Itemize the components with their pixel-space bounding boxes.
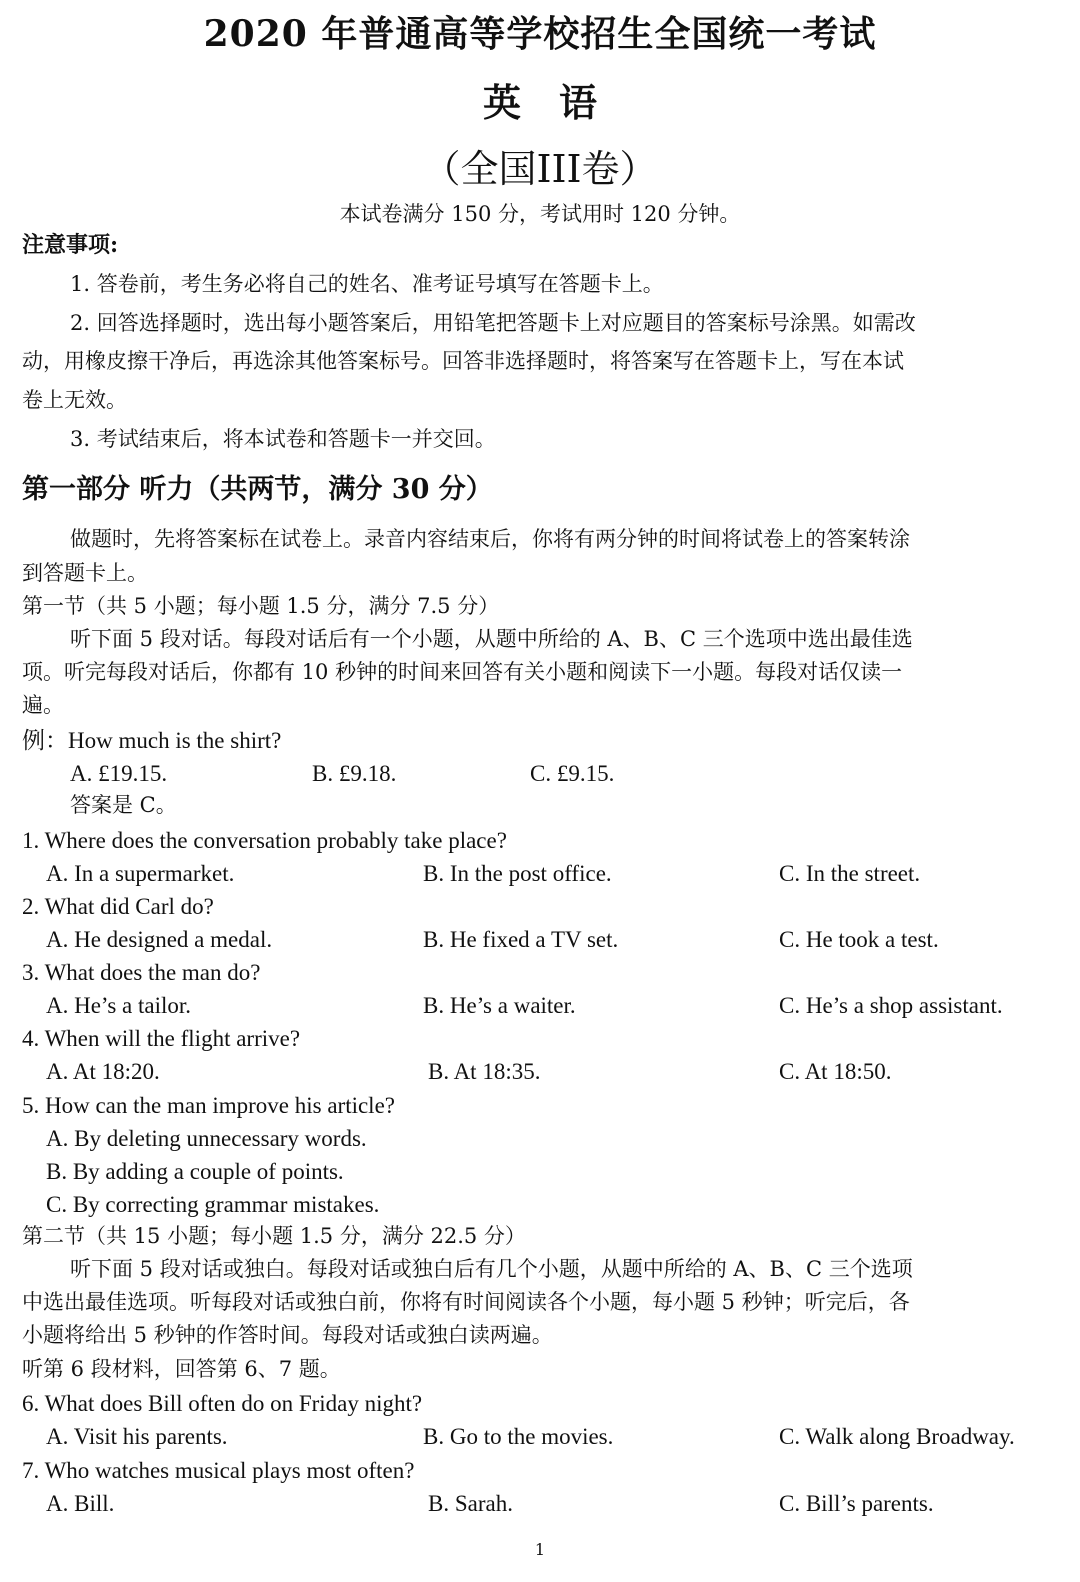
exam-title: 2020 年普通高等学校招生全国统一考试 (203, 13, 877, 55)
option-b: B. Go to the movies. (423, 1424, 614, 1449)
option-b: B. By adding a couple of points. (46, 1159, 344, 1184)
example-option-c: C. £9.15. (530, 761, 615, 786)
notice-line: 2. 回答选择题时，选出每小题答案后，用铅笔把答题卡上对应题目的答案标号涂黑。如需改 (70, 311, 916, 335)
option-b: B. In the post office. (423, 861, 612, 886)
example-answer: 答案是 C。 (70, 793, 177, 817)
volume-title: （全国III卷） (422, 147, 658, 191)
option-b: B. He’s a waiter. (423, 993, 576, 1018)
notice-heading: 注意事项: (22, 232, 119, 258)
notice-line: 动，用橡皮擦干净后，再选涂其他答案标号。回答非选择题时，将答案写在答题卡上，写在本试 (22, 349, 904, 373)
option-c: C. Bill’s parents. (779, 1491, 934, 1516)
option-a: A. In a supermarket. (46, 861, 235, 886)
option-b: B. He fixed a TV set. (423, 927, 619, 952)
example-option-b: B. £9.18. (312, 761, 397, 786)
option-a: A. By deleting unnecessary words. (46, 1126, 367, 1151)
question-text: 7. Who watches musical plays most often? (22, 1458, 415, 1483)
section2-instruction: 听下面 5 段对话或独白。每段对话或独白后有几个小题，从题中所给的 A、B、C 三个选项 (70, 1257, 913, 1281)
notice-line: 3. 考试结束后，将本试卷和答题卡一并交回。 (70, 427, 496, 451)
option-c: C. At 18:50. (779, 1059, 892, 1084)
example-question: 例：How much is the shirt? (22, 728, 282, 753)
section2-instruction: 中选出最佳选项。听每段对话或独白前，你将有时间阅读各个小题，每小题 5 秒钟；听完后，各 (22, 1290, 910, 1314)
notice-line: 1. 答卷前，考生务必将自己的姓名、准考证号填写在答题卡上。 (70, 272, 664, 296)
section1-instruction: 项。听完每段对话后，你都有 10 秒钟的时间来回答有关小题和阅读下一小题。每段对话仅读一 (22, 660, 903, 684)
option-c: C. Walk along Broadway. (779, 1424, 1015, 1449)
section1-instruction: 听下面 5 段对话。每段对话后有一个小题，从题中所给的 A、B、C 三个选项中选出最佳选 (70, 627, 913, 651)
notice-line: 卷上无效。 (22, 388, 127, 412)
option-a: A. He designed a medal. (46, 927, 273, 952)
option-a: A. At 18:20. (46, 1059, 160, 1084)
option-c: C. In the street. (779, 861, 921, 886)
page-number: 1 (534, 1540, 546, 1559)
part1-heading: 第一部分 听力（共两节，满分 30 分） (22, 474, 493, 505)
option-c: C. He’s a shop assistant. (779, 993, 1003, 1018)
score-time-line: 本试卷满分 150 分，考试用时 120 分钟。 (339, 202, 741, 226)
material-note: 听第 6 段材料，回答第 6、7 题。 (22, 1357, 341, 1381)
option-c: C. By correcting grammar mistakes. (46, 1192, 380, 1217)
section2-instruction: 小题将给出 5 秒钟的作答时间。每段对话或独白读两遍。 (22, 1323, 553, 1347)
option-a: A. Visit his parents. (46, 1424, 228, 1449)
question-text: 4. When will the flight arrive? (22, 1026, 301, 1051)
option-b: B. Sarah. (428, 1491, 513, 1516)
section1-heading: 第一节（共 5 小题；每小题 1.5 分，满分 7.5 分） (22, 594, 500, 618)
question-text: 1. Where does the conversation probably take place? (22, 828, 507, 853)
option-c: C. He took a test. (779, 927, 939, 952)
question-text: 3. What does the man do? (22, 960, 261, 985)
question-text: 6. What does Bill often do on Friday night? (22, 1391, 423, 1416)
question-text: 5. How can the man improve his article? (22, 1093, 395, 1118)
example-option-a: A. £19.15. (70, 761, 168, 786)
question-text: 2. What did Carl do? (22, 894, 214, 919)
option-a: A. He’s a tailor. (46, 993, 191, 1018)
section1-instruction: 遍。 (22, 693, 64, 717)
option-b: B. At 18:35. (428, 1059, 541, 1084)
section2-heading: 第二节（共 15 小题；每小题 1.5 分，满分 22.5 分） (22, 1224, 526, 1248)
part1-intro-line: 到答题卡上。 (22, 561, 148, 585)
part1-intro-line: 做题时，先将答案标在试卷上。录音内容结束后，你将有两分钟的时间将试卷上的答案转涂 (70, 527, 910, 551)
option-a: A. Bill. (46, 1491, 115, 1516)
subject-title: 英 语 (482, 80, 597, 125)
